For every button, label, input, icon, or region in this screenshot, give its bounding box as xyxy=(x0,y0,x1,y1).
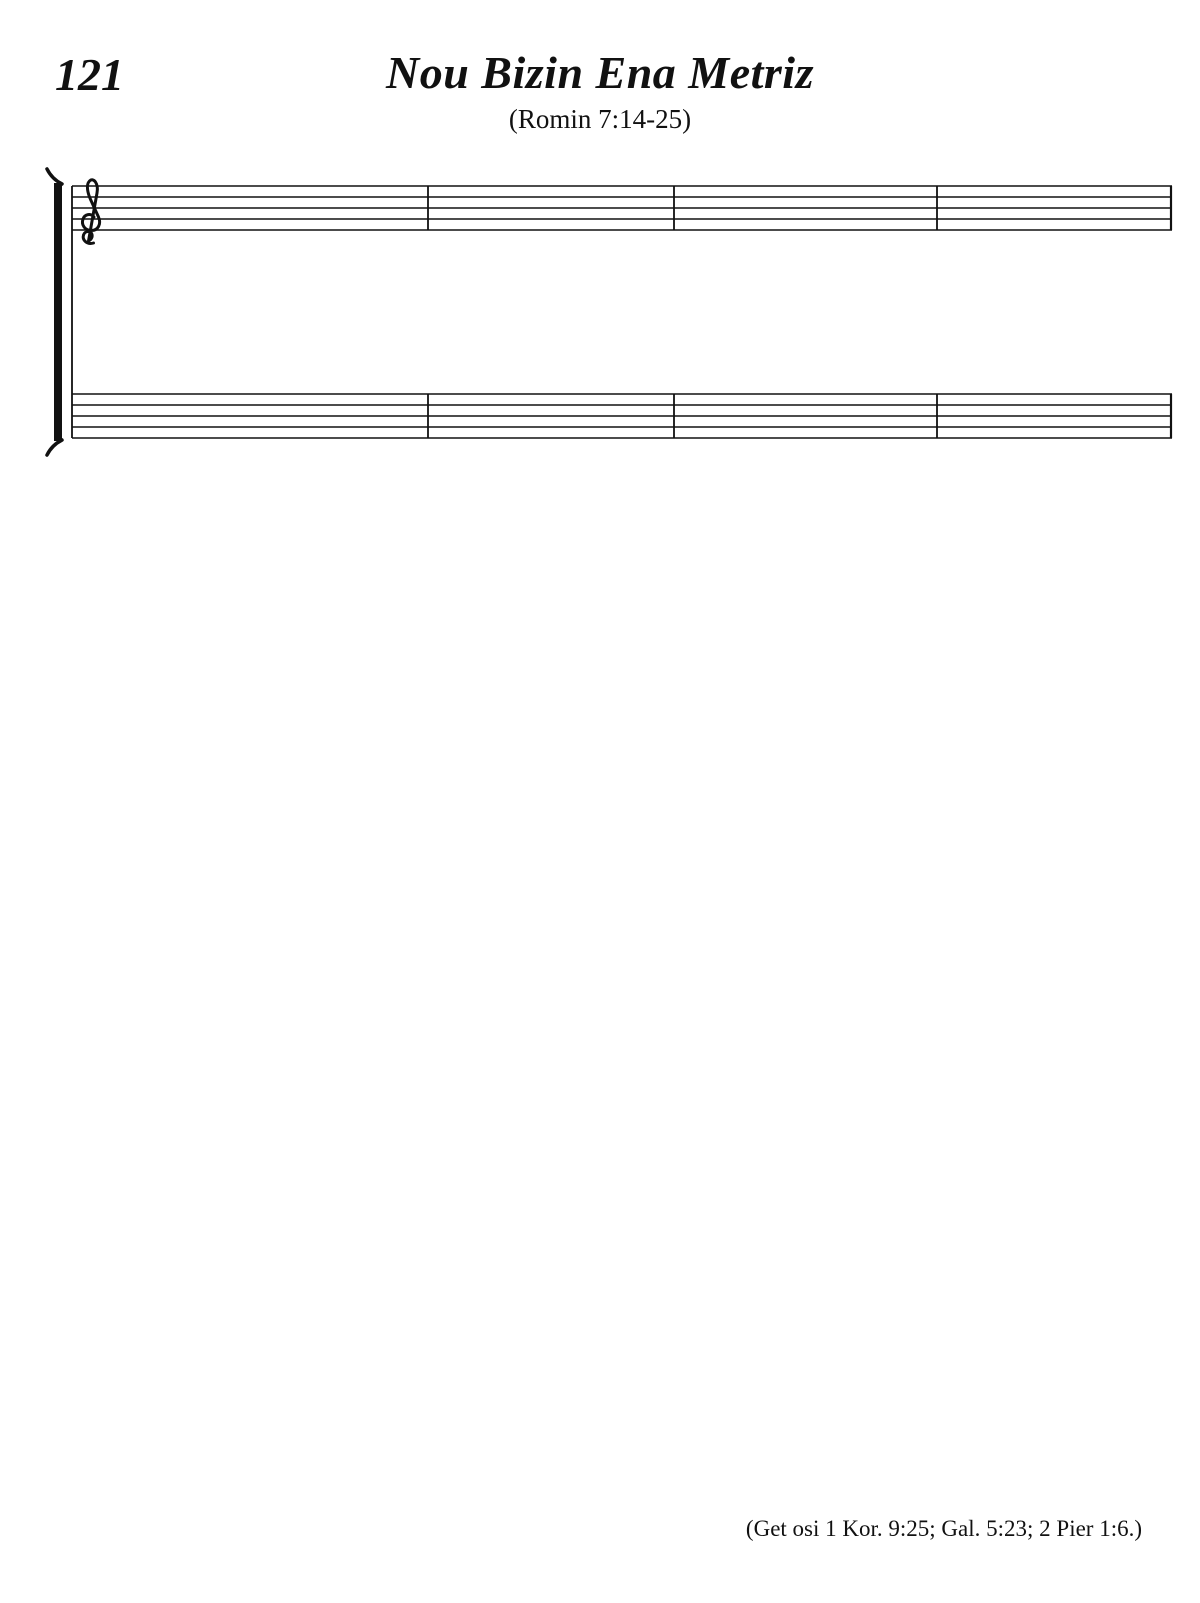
treble-clef-icon xyxy=(82,180,99,244)
staff-system-1 xyxy=(47,169,1172,455)
page-title: Nou Bizin Ena Metriz xyxy=(386,47,814,98)
scripture-reference: (Romin 7:14-25) xyxy=(508,104,692,134)
footer-reference: (Get osi 1 Kor. 9:25; Gal. 5:23; 2 Pier 1:6.) xyxy=(745,1516,1142,1541)
hymn-number: 121 xyxy=(55,49,124,100)
system-bracket xyxy=(54,183,62,441)
